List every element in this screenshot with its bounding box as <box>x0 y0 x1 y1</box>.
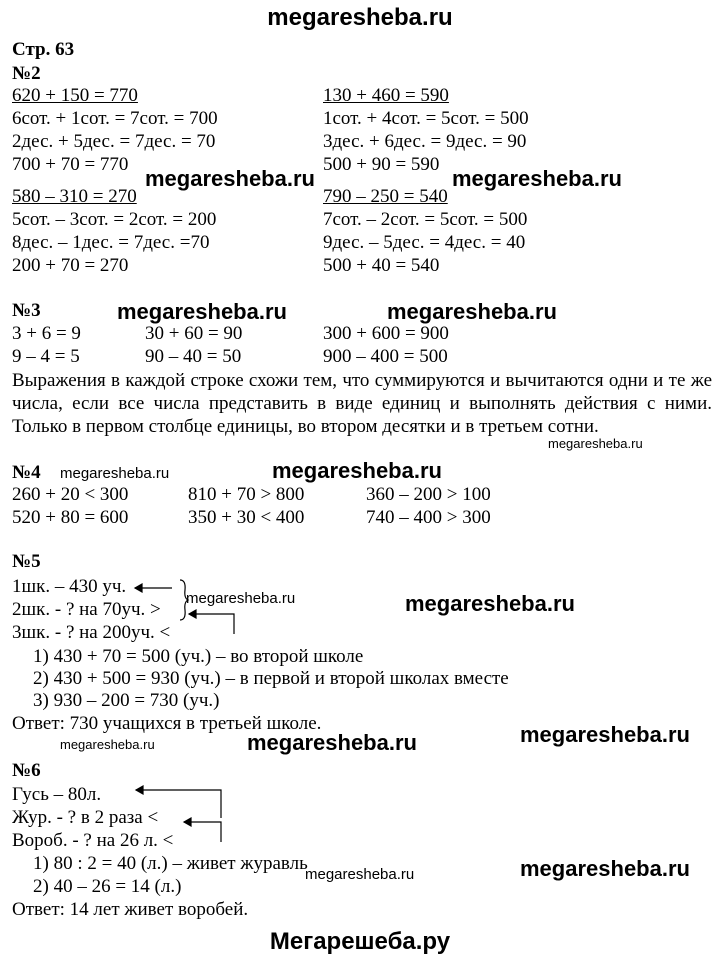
task5-condition: 1шк. – 430 уч. <box>12 576 127 597</box>
page-label: Стр. 63 <box>12 39 75 60</box>
task2-b-line: 130 + 460 = 590 <box>323 85 449 106</box>
arrow-line <box>184 822 221 842</box>
task6-condition: Гусь – 80л. <box>12 784 102 805</box>
task2-b-line: 3дес. + 6дес. = 9дес. = 90 <box>323 131 527 152</box>
task2-title: №2 <box>12 63 41 84</box>
task2-c-line: 8дес. – 1дес. = 7дес. =70 <box>12 232 210 253</box>
task2-b-line: 1сот. + 4сот. = 5сот. = 500 <box>323 108 529 129</box>
watermark: megaresheba.ru <box>305 866 415 883</box>
task6-condition: Вороб. - ? на 26 л. < <box>12 830 174 851</box>
watermark: megaresheba.ru <box>186 590 296 607</box>
task6-answer: Ответ: 14 лет живет воробей. <box>12 899 249 920</box>
arrow-head <box>135 584 142 592</box>
task3-title: №3 <box>12 300 41 321</box>
task5-condition: 2шк. - ? на 70уч. > <box>12 599 161 620</box>
task4-cell: 810 + 70 > 800 <box>188 484 305 505</box>
task6-step: 2) 40 – 26 = 14 (л.) <box>33 876 182 897</box>
task4-cell: 260 + 20 < 300 <box>12 484 129 505</box>
task2-c-line: 5сот. – 3сот. = 2сот. = 200 <box>12 209 217 230</box>
task5-condition: 3шк. - ? на 200уч. < <box>12 622 171 643</box>
task4-title: №4 <box>12 462 41 483</box>
arrow-head <box>184 818 191 826</box>
task5-title: №5 <box>12 551 41 572</box>
task2-d-line: 790 – 250 = 540 <box>323 186 448 207</box>
watermark: megaresheba.ru <box>520 856 690 881</box>
watermark: megaresheba.ru <box>520 722 690 747</box>
site-footer: Мегарешеба.ру <box>269 928 451 955</box>
watermark: megaresheba.ru <box>272 458 442 483</box>
task3-cell: 30 + 60 = 90 <box>145 323 243 344</box>
task2-a-line: 2дес. + 5дес. = 7дес. = 70 <box>12 131 216 152</box>
arrow-line <box>189 614 234 634</box>
task4-cell: 740 – 400 > 300 <box>366 507 491 528</box>
task6-condition: Жур. - ? в 2 раза < <box>12 807 159 828</box>
task3-cell: 9 – 4 = 5 <box>12 346 80 367</box>
task3-cell: 90 – 40 = 50 <box>145 346 242 367</box>
task3-explanation: Выражения в каждой строке схожи тем, что суммируются и вычитаются одни и те же числа, если все числа представить в виде единиц и выполнять действия с ними. Только в первом столбце единицы, во втором десятки и в третьем сотни. <box>12 370 712 437</box>
task2-a-line: 700 + 70 = 770 <box>12 154 129 175</box>
arrow-head <box>189 610 196 618</box>
watermark: megaresheba.ru <box>145 166 315 191</box>
task4-cell: 520 + 80 = 600 <box>12 507 129 528</box>
arrow-head <box>136 786 143 794</box>
task4-cell: 360 – 200 > 100 <box>366 484 491 505</box>
task5-step: 1) 430 + 70 = 500 (уч.) – во второй школе <box>33 646 364 667</box>
watermark: megaresheba.ru <box>452 166 622 191</box>
task2-b-line: 500 + 90 = 590 <box>323 154 440 175</box>
task3-cell: 300 + 600 = 900 <box>323 323 449 344</box>
task2-a-line: 6сот. + 1сот. = 7сот. = 700 <box>12 108 218 129</box>
task6-step: 1) 80 : 2 = 40 (л.) – живет журавль <box>33 853 308 874</box>
task2-c-line: 200 + 70 = 270 <box>12 255 129 276</box>
watermark: megaresheba.ru <box>387 299 557 324</box>
watermark: megaresheba.ru <box>117 299 287 324</box>
task2-c-line: 580 – 310 = 270 <box>12 186 137 207</box>
task3-cell: 900 – 400 = 500 <box>323 346 448 367</box>
task2-d-line: 500 + 40 = 540 <box>323 255 440 276</box>
task5-step: 3) 930 – 200 = 730 (уч.) <box>33 690 220 711</box>
watermark: megaresheba.ru <box>60 737 155 752</box>
task2-a-line: 620 + 150 = 770 <box>12 85 138 106</box>
watermark: megaresheba.ru <box>405 591 575 616</box>
task3-cell: 3 + 6 = 9 <box>12 323 81 344</box>
watermark: megaresheba.ru <box>60 465 170 482</box>
task6-title: №6 <box>12 760 41 781</box>
task5-answer: Ответ: 730 учащихся в третьей школе. <box>12 713 322 734</box>
watermark: megaresheba.ru <box>247 730 417 755</box>
watermark: megaresheba.ru <box>548 436 643 451</box>
task2-d-line: 7сот. – 2сот. = 5сот. = 500 <box>323 209 528 230</box>
task2-d-line: 9дес. – 5дес. = 4дес. = 40 <box>323 232 526 253</box>
site-header: megaresheba.ru <box>267 4 453 31</box>
task5-step: 2) 430 + 500 = 930 (уч.) – в первой и второй школах вместе <box>33 668 509 689</box>
task4-cell: 350 + 30 < 400 <box>188 507 305 528</box>
